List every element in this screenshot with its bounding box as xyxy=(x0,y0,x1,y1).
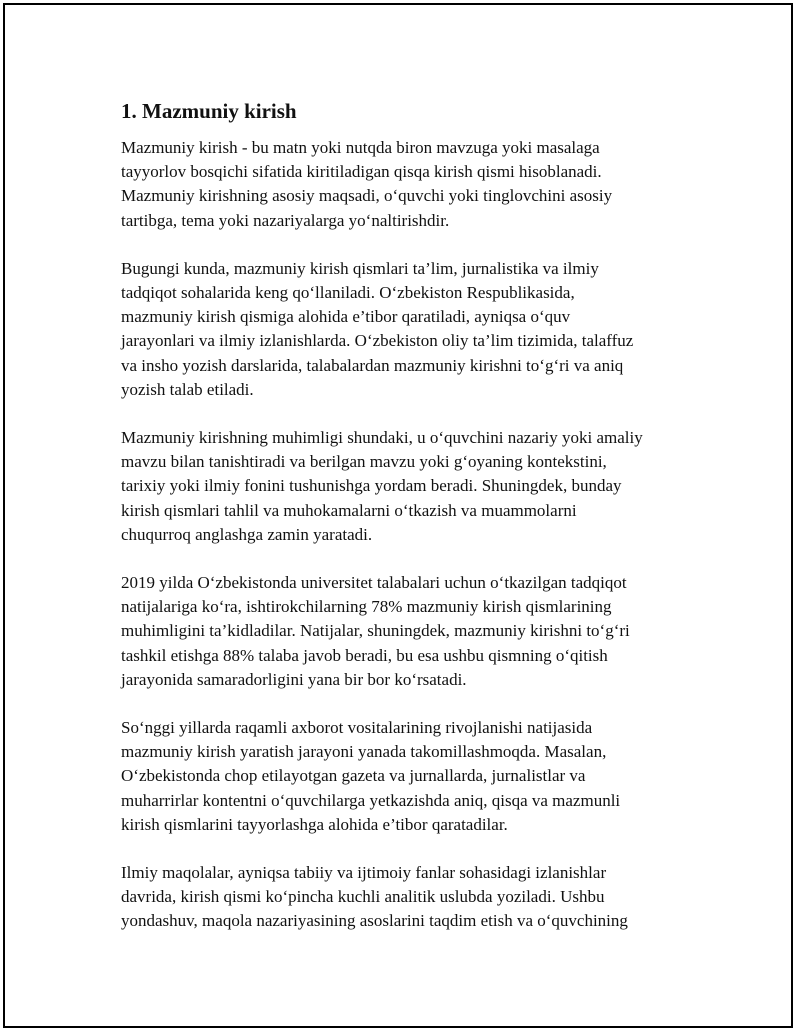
text-line: mazmuniy kirish qismiga alohida e’tibor qaratiladi, ayniqsa o‘quv xyxy=(121,307,571,327)
text-line: tashkil etishga 88% talaba javob beradi, bu esa ushbu qismning o‘qitish xyxy=(121,645,608,665)
text-line: So‘nggi yillarda raqamli axborot vositalarining rivojlanishi natijasida xyxy=(121,718,593,738)
text-line: mavzu bilan tanishtiradi va berilgan mavzu yoki g‘oyaning kontekstini, xyxy=(121,452,607,472)
text-line: Ilmiy maqolalar, ayniqsa tabiiy va ijtimoiy fanlar sohasidagi izlanishlar xyxy=(121,863,607,883)
text-line: Mazmuniy kirish - bu matn yoki nutqda biron mavzuga yoki masalaga xyxy=(121,138,600,157)
text-line: muharrirlar kontentni o‘quvchilarga yetkazishda aniq, qisqa va mazmunli xyxy=(121,790,621,810)
paragraph-5 xyxy=(121,716,701,837)
text-line: Mazmuniy kirishning asosiy maqsadi, o‘quvchi yoki tinglovchini asosiy xyxy=(121,186,613,206)
text-line: Bugungi kunda, mazmuniy kirish qismlari ta’lim, jurnalistika va ilmiy xyxy=(121,258,599,278)
paragraph-6 xyxy=(121,861,701,934)
paragraph-2 xyxy=(121,257,701,402)
text-line: natijalariga ko‘ra, ishtirokchilarning 78% mazmuniy kirish qismlarining xyxy=(121,597,612,617)
text-line: tadqiqot sohalarida keng qo‘llaniladi. O‘zbekiston Respublikasida, xyxy=(121,283,575,303)
text-line: tarixiy yoki ilmiy fonini tushunishga yordam beradi. Shuningdek, bunday xyxy=(121,476,622,496)
text-line: mazmuniy kirish yaratish jarayoni yanada takomillashmoqda. Masalan, xyxy=(121,742,607,762)
paragraph-1 xyxy=(121,136,701,233)
text-line: 2019 yilda O‘zbekistonda universitet talabalari uchun o‘tkazilgan tadqiqot xyxy=(121,573,627,593)
page-frame xyxy=(3,3,793,1028)
text-line: kirish qismlarini tayyorlashga alohida e’tibor qaratadilar. xyxy=(121,814,508,834)
document-body xyxy=(121,97,701,958)
paragraph-3 xyxy=(121,426,701,547)
text-line: tayyorlov bosqichi sifatida kiritiladigan qisqa kirish qismi hisoblanadi. xyxy=(121,162,602,182)
text-line: davrida, kirish qismi ko‘pincha kuchli analitik uslubda yoziladi. Ushbu xyxy=(121,887,605,907)
text-line: jarayonida samaradorligini yana bir bor ko‘rsatadi. xyxy=(121,669,467,689)
text-line: chuqurroq anglashga zamin yaratadi. xyxy=(121,524,373,544)
text-line: O‘zbekistonda chop etilayotgan gazeta va jurnallarda, jurnalistlar va xyxy=(121,766,586,786)
paragraph-4 xyxy=(121,571,701,692)
text-line: muhimligini ta’kidladilar. Natijalar, shuningdek, mazmuniy kirishni to‘g‘ri xyxy=(121,621,630,641)
section-heading: 1. Mazmuniy kirish xyxy=(121,99,297,123)
text-line: tartibga, tema yoki nazariyalarga yo‘naltirishdir. xyxy=(121,210,450,230)
text-line: kirish qismlari tahlil va muhokamalarni o‘tkazish va muammolarni xyxy=(121,500,577,520)
text-line: yondashuv, maqola nazariyasining asoslarini taqdim etish va o‘quvchining xyxy=(121,911,628,931)
text-line: jarayonlari va ilmiy izlanishlarda. O‘zbekiston oliy ta’lim tizimida, talaffuz xyxy=(121,331,634,351)
text-line: Mazmuniy kirishning muhimligi shundaki, u o‘quvchini nazariy yoki amaliy xyxy=(121,428,643,448)
text-line: va insho yozish darslarida, talabalardan mazmuniy kirishni to‘g‘ri va aniq xyxy=(121,355,624,375)
text-line: yozish talab etiladi. xyxy=(121,379,254,399)
